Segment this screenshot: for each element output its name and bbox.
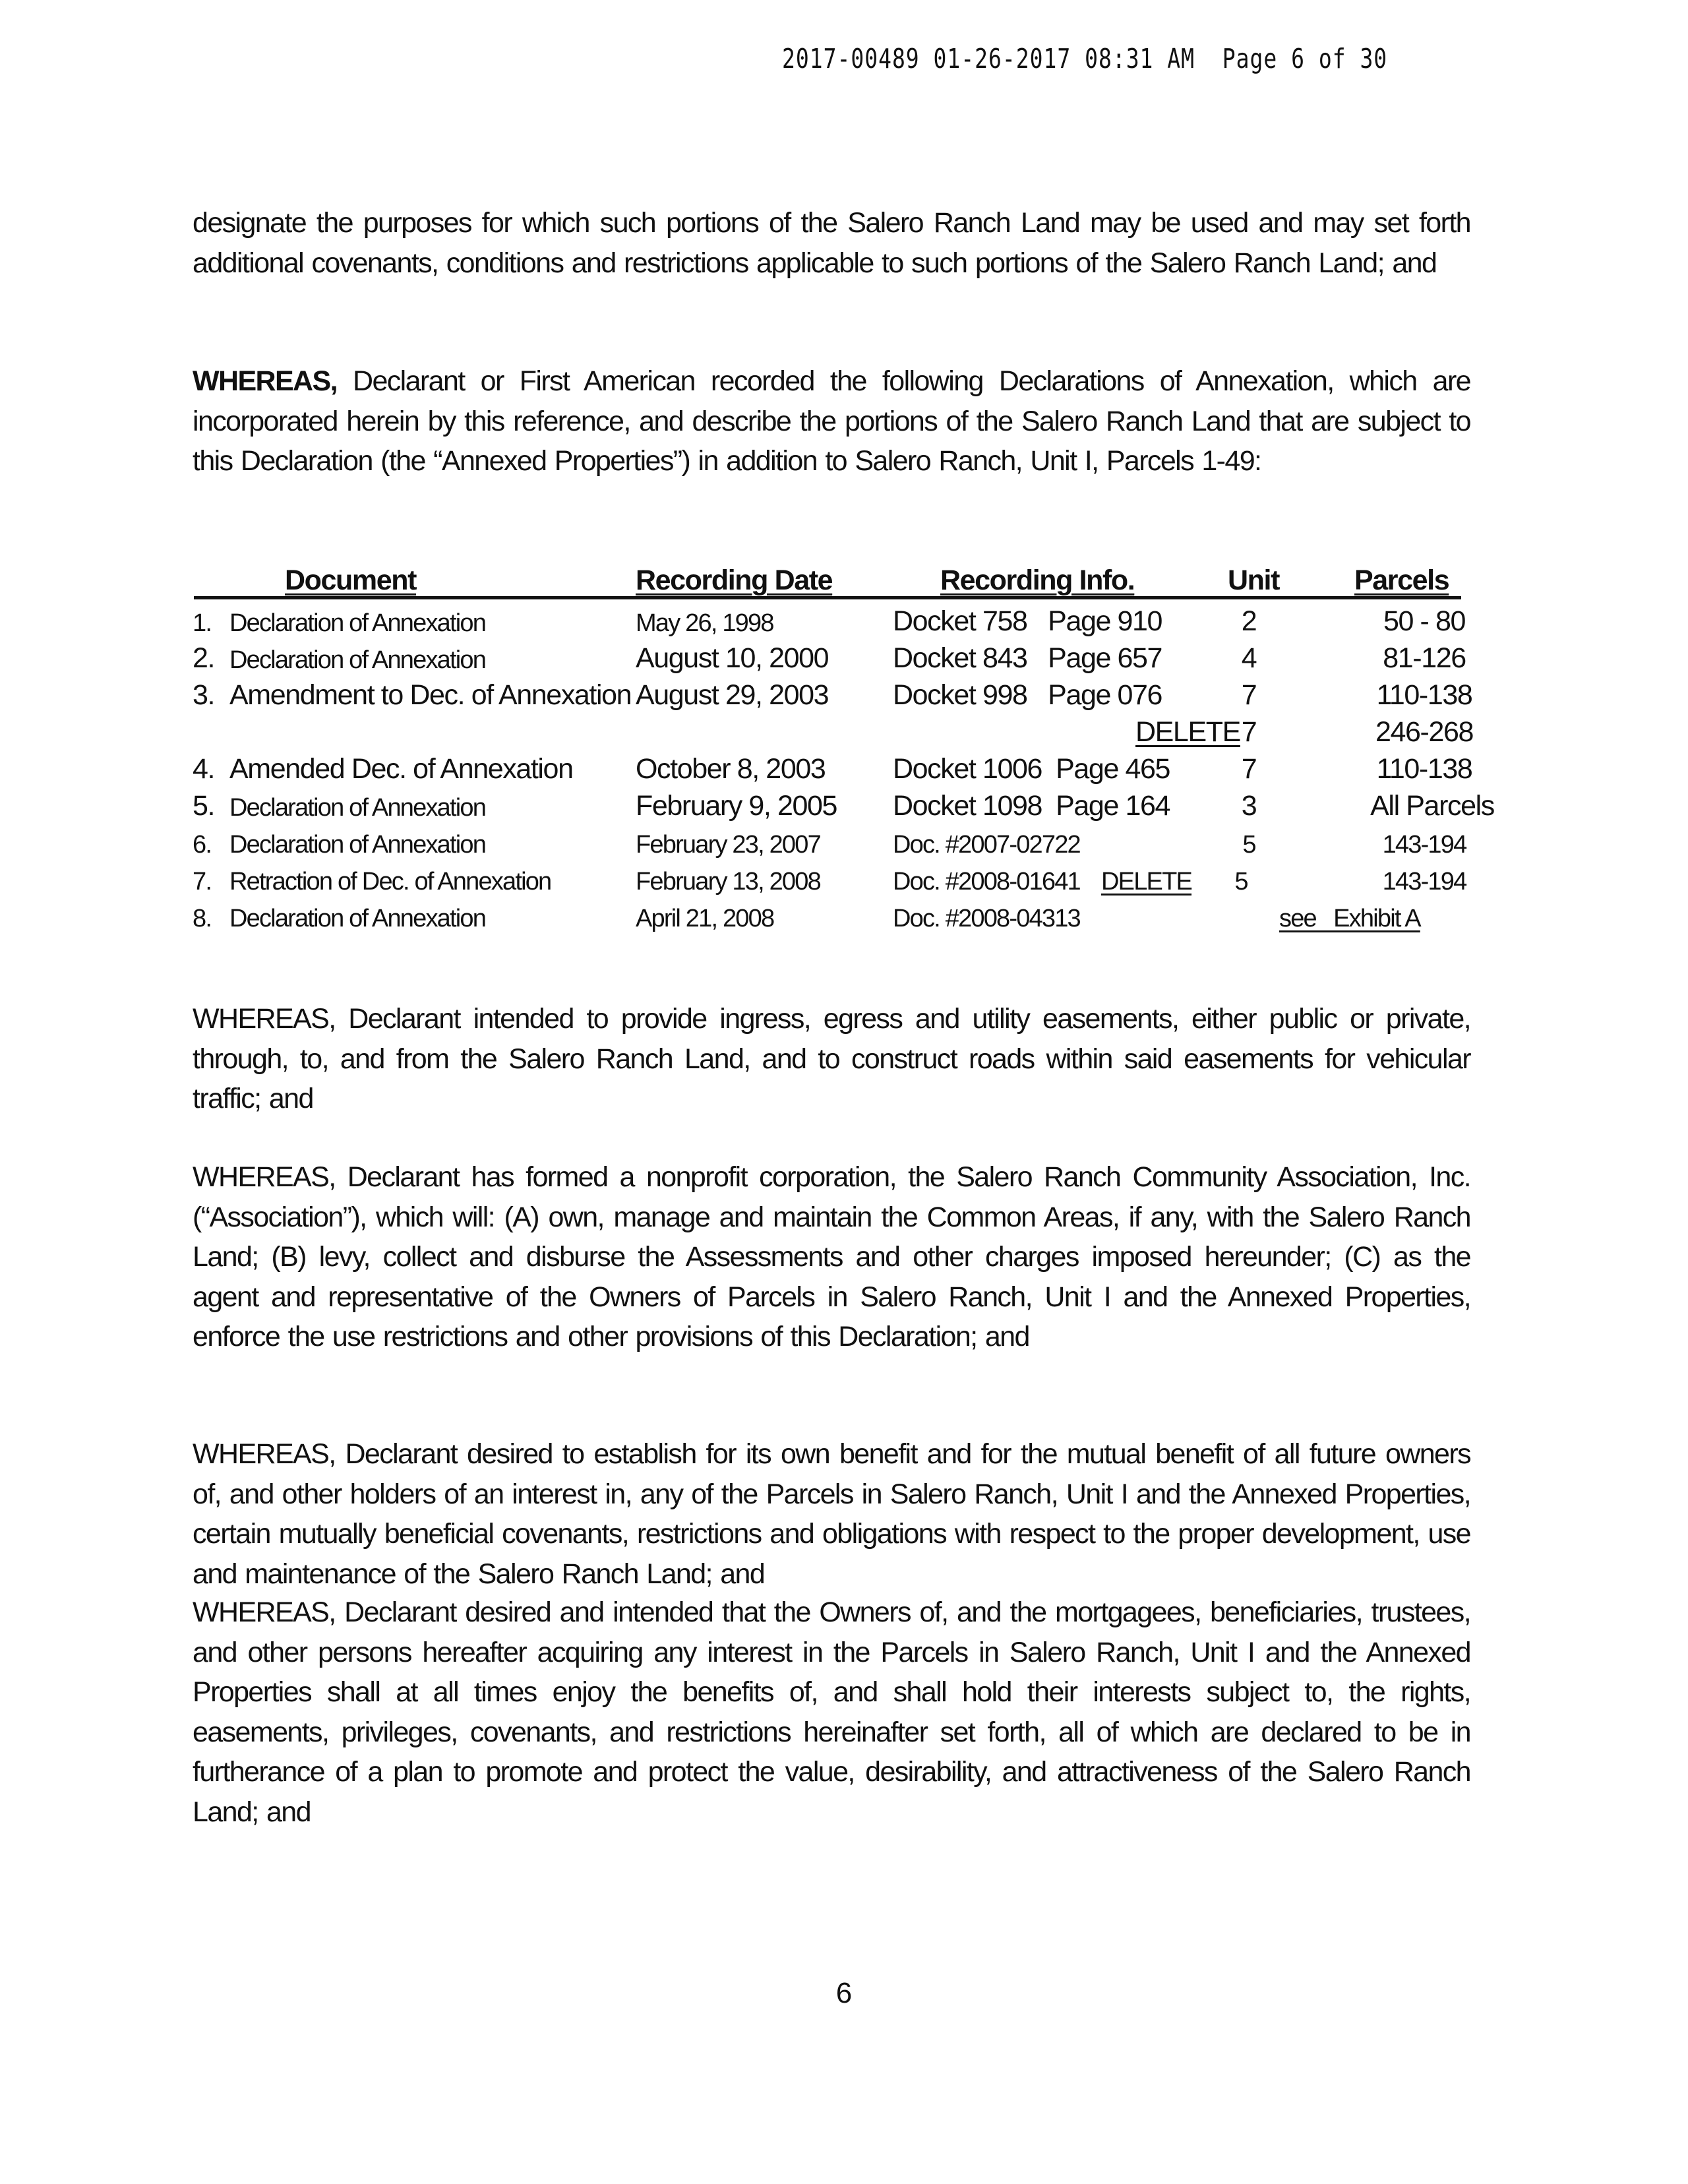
col-header-parcels: Parcels xyxy=(1354,564,1449,596)
paragraph-whereas-association: WHEREAS, Declarant has formed a nonprofit corporation, the Salero Ranch Community Association, Inc. (“Association”), which will: (A) own, manage and maintain the Common Areas, if any, with the Salero Ranch Land; (B) levy, collect and disburse the Assessments and other charges imposed hereunder; (C) as the agent and representative of the Owners of Parcels in Salero Ranch, Unit I and the Annexed Properties, enforce the use restrictions and other provisions of this Declaration; and xyxy=(193,1161,1470,1352)
table-row xyxy=(193,638,1470,675)
row-recording-info: Docket 1006 Page 465 xyxy=(893,753,1170,785)
page-number: 6 xyxy=(835,1977,853,2009)
row-parcels: 50 - 80 xyxy=(1383,605,1466,637)
row-recording-date: August 29, 2003 xyxy=(636,679,829,711)
row-recording-info: Docket 758 Page 910 xyxy=(893,605,1162,637)
row-document: Declaration of Annexation xyxy=(229,905,486,932)
whereas-annexation-text: Declarant or First American recorded the following Declarations of Annexation, which are incorporated herein by this reference, and describe the portions of the Salero Ranch Land that are subject to this Declaration (the “Annexed Properties”) in addition to Salero Ranch, Unit I, Parcels 1-49: xyxy=(193,365,1470,477)
delete-flag: DELETE xyxy=(1101,868,1192,895)
paragraph-whereas-owners: WHEREAS, Declarant desired and intended that the Owners of, and the mortgagees, beneficiaries, trustees, and other persons hereafter acquiring any interest in the Parcels in Salero Ranch, Unit I and the Annexed Properties shall at all times enjoy the benefits of, and shall hold their interests subject to, the rights, easements, privileges, covenants, and restrictions hereinafter set forth, all of which are declared to be in furtherance of a plan to promote and protect the value, desirability, and attractiveness of the Salero Ranch Land; and xyxy=(193,1596,1470,1828)
row-recording-date: February 23, 2007 xyxy=(636,831,820,859)
row-recording-date: August 10, 2000 xyxy=(636,642,829,674)
paragraph-whereas-benefit: WHEREAS, Declarant desired to establish for its own benefit and for the mutual benefit of all future owners of, and other holders of an interest in, any of the Parcels in Salero Ranch, Unit I and the Annexed Properties, certain mutually beneficial covenants, restrictions and obligations with respect to the proper development, use and maintenance of the Salero Ranch Land; and xyxy=(193,1438,1470,1590)
table-header-rule xyxy=(194,596,1461,599)
row-number: 6. xyxy=(193,831,212,859)
delete-flag: DELETE xyxy=(1135,716,1240,748)
row-parcels: All Parcels xyxy=(1370,790,1494,822)
row-parcels: 246-268 xyxy=(1375,716,1473,748)
row-unit: 5 xyxy=(1242,831,1255,859)
row-number: 5. xyxy=(193,790,215,822)
annexation-table xyxy=(193,561,1494,936)
table-row xyxy=(193,823,1470,860)
row-parcels: 110-138 xyxy=(1376,679,1472,711)
row-number: 7. xyxy=(193,868,212,895)
see-exhibit-link[interactable]: see Exhibit A xyxy=(1279,905,1420,932)
row-recording-info: Doc. #2008-04313 xyxy=(893,905,1080,932)
row-recording-date: October 8, 2003 xyxy=(636,753,826,785)
paragraph-whereas-easements: WHEREAS, Declarant intended to provide ingress, egress and utility easements, either public or private, through, to, and from the Salero Ranch Land, and to construct roads within said easements for vehicular traffic; and xyxy=(193,1003,1470,1114)
row-parcels: 81-126 xyxy=(1383,642,1466,674)
row-unit: 4 xyxy=(1241,642,1257,674)
row-recording-info: Docket 998 Page 076 xyxy=(893,679,1162,711)
row-parcels: 110-138 xyxy=(1376,753,1472,785)
paragraph-designate: designate the purposes for which such portions of the Salero Ranch Land may be used and may set forth additional covenants, conditions and restrictions applicable to such portions of the Salero Ranch Land; and xyxy=(193,207,1470,279)
whereas-lead: WHEREAS, xyxy=(193,365,337,397)
table-row xyxy=(193,749,1470,786)
row-document: Declaration of Annexation xyxy=(229,831,486,859)
row-recording-date: April 21, 2008 xyxy=(636,905,774,932)
row-unit: 5 xyxy=(1234,868,1248,895)
row-number: 2. xyxy=(193,642,215,674)
paragraph-whereas-annexation xyxy=(193,361,1470,481)
table-row xyxy=(193,601,1470,638)
row-recording-date: February 13, 2008 xyxy=(636,868,820,895)
row-unit: 2 xyxy=(1241,605,1257,637)
row-unit: 7 xyxy=(1241,679,1257,711)
col-header-recording-info: Recording Info. xyxy=(940,564,1135,596)
row-unit: 7 xyxy=(1241,716,1257,748)
row-recording-date: May 26, 1998 xyxy=(636,609,773,637)
recording-stamp: 2017-00489 01-26-2017 08:31 AM Page 6 of 30 xyxy=(782,42,1388,75)
row-unit: 7 xyxy=(1241,753,1257,785)
row-parcels: 143-194 xyxy=(1382,831,1466,859)
row-number: 8. xyxy=(193,905,212,932)
row-number: 1. xyxy=(193,609,212,637)
col-header-recording-date: Recording Date xyxy=(636,564,833,596)
table-row-delete xyxy=(193,712,1473,749)
row-number: 3. xyxy=(193,679,215,711)
row-recording-date: February 9, 2005 xyxy=(636,790,837,822)
row-number: 4. xyxy=(193,753,215,785)
row-recording-info: Doc. #2007-02722 xyxy=(893,831,1080,859)
table-row xyxy=(193,860,1470,897)
table-row xyxy=(193,786,1494,823)
row-document: Amendment to Dec. of Annexation xyxy=(229,679,632,711)
row-recording-info: Docket 1098 Page 164 xyxy=(893,790,1170,822)
row-recording-info: Docket 843 Page 657 xyxy=(893,642,1162,674)
col-header-unit: Unit xyxy=(1228,564,1279,596)
row-document: Declaration of Annexation xyxy=(229,794,486,822)
row-document: Declaration of Annexation xyxy=(229,646,486,674)
col-header-document: Document xyxy=(285,564,417,596)
table-row xyxy=(193,897,1470,934)
row-document: Retraction of Dec. of Annexation xyxy=(229,868,551,895)
row-document: Amended Dec. of Annexation xyxy=(229,753,573,785)
row-parcels: 143-194 xyxy=(1382,868,1466,895)
row-unit: 3 xyxy=(1241,790,1257,822)
row-document: Declaration of Annexation xyxy=(229,609,486,637)
table-row xyxy=(193,675,1470,712)
row-recording-info: Doc. #2008-01641 xyxy=(893,868,1080,895)
